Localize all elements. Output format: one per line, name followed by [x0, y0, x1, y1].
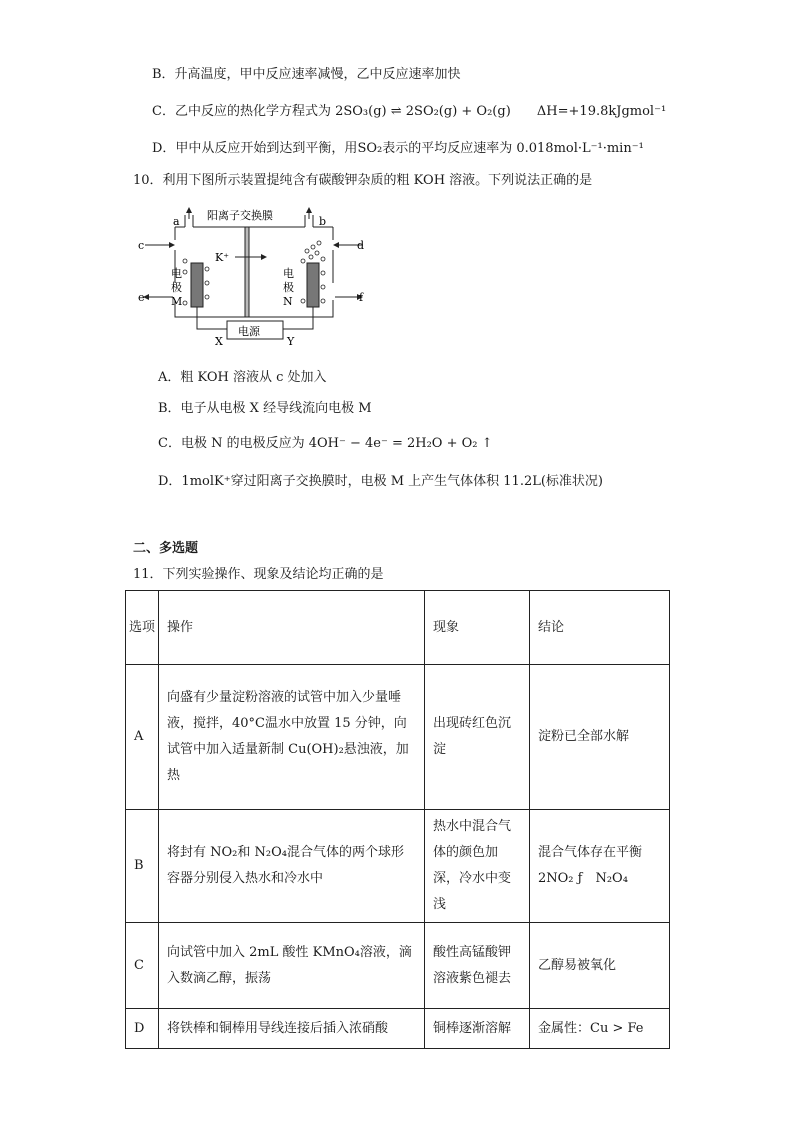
table-row	[126, 1009, 670, 1049]
q9-option-d-so2: SO₂	[357, 141, 383, 156]
electrode-n	[307, 263, 319, 307]
kplus-label: K⁺	[215, 251, 230, 264]
row-operation: 将封有 NO₂和 N₂O₄混合气体的两个球形容器分别侵入热水和冷水中	[159, 810, 425, 923]
row-conclusion: 金属性：Cu > Fe	[530, 1009, 670, 1049]
electrode-right-char3: N	[283, 295, 293, 308]
q9-option-d-prefix: D．甲中从反应开始到达到平衡，用	[152, 141, 358, 156]
label-c: c	[138, 239, 145, 252]
q10-stem: 10．利用下图所示装置提纯含有碳酸钾杂质的粗 KOH 溶液。下列说法正确的是	[133, 173, 593, 188]
table-header-row	[126, 591, 670, 665]
section-heading: 二、多选题	[133, 541, 199, 556]
table-row	[126, 665, 670, 810]
row-operation: 向盛有少量淀粉溶液的试管中加入少量唾液，搅拌，40°C温水中放置 15 分钟，向试管中加入适量新制 Cu(OH)₂悬浊液，加热	[159, 665, 425, 810]
row-option: A	[126, 665, 159, 810]
q10-option-b: B．电子从电极 X 经导线流向电极 M	[158, 401, 372, 416]
row-operation: 向试管中加入 2mL 酸性 KMnO₄溶液，滴入数滴乙醇，振荡	[159, 923, 425, 1009]
electrode-left-char1: 电	[171, 267, 182, 280]
q11-stem: 11．下列实验操作、现象及结论均正确的是	[133, 567, 384, 582]
row-conclusion: 混合气体存在平衡 2NO₂ ƒ N₂O₄	[530, 810, 670, 923]
electrode-m	[191, 263, 203, 307]
q9-option-c-equation: 2SO₃(g) ⇌ 2SO₂(g) + O₂(g)	[335, 104, 511, 119]
row-conclusion: 乙醇易被氧化	[530, 923, 670, 1009]
label-x: X	[215, 335, 223, 348]
header-phenomenon: 现象	[425, 591, 530, 665]
label-b: b	[319, 215, 327, 228]
electrode-right-char2: 极	[283, 281, 294, 294]
row-conclusion: 淀粉已全部水解	[530, 665, 670, 810]
q10-option-a: A．粗 KOH 溶液从 c 处加入	[158, 370, 327, 385]
row-phenomenon: 酸性高锰酸钾溶液紫色褪去	[425, 923, 530, 1009]
label-e: e	[138, 291, 145, 304]
row-option: B	[126, 810, 159, 923]
row-option: D	[126, 1009, 159, 1049]
label-d: d	[357, 239, 365, 252]
row-phenomenon: 热水中混合气体的颜色加深，冷水中变浅	[425, 810, 530, 923]
q9-option-c	[152, 103, 666, 121]
header-operation: 操作	[159, 591, 425, 665]
label-f: f	[359, 291, 364, 304]
row-phenomenon: 出现砖红色沉淀	[425, 665, 530, 810]
q9-option-c-prefix: C．乙中反应的热化学方程式为	[152, 104, 331, 119]
electrode-left-char2: 极	[171, 281, 182, 294]
membrane-label: 阳离子交换膜	[207, 209, 273, 222]
row-operation: 将铁棒和铜棒用导线连接后插入浓硝酸	[159, 1009, 425, 1049]
q9-option-d-suffix: 表示的平均反应速率为 0.018mol·L⁻¹·min⁻¹	[382, 141, 644, 156]
electrode-right-char1: 电	[283, 267, 294, 280]
header-conclusion: 结论	[530, 591, 670, 665]
table-row	[126, 810, 670, 923]
row-option: C	[126, 923, 159, 1009]
q10-option-d: D．1molK⁺穿过阳离子交换膜时，电极 M 上产生气体体积 11.2L(标准状况)	[158, 474, 604, 489]
q10-option-c: C．电极 N 的电极反应为 4OH⁻ − 4e⁻ = 2H₂O + O₂ ↑	[158, 436, 493, 451]
q9-option-c-dh: ΔH=+19.8kJgmol⁻¹	[536, 104, 667, 119]
electrolysis-diagram	[135, 205, 375, 350]
label-y: Y	[287, 335, 295, 348]
q9-option-d	[152, 140, 644, 158]
row-phenomenon: 铜棒逐渐溶解	[425, 1009, 530, 1049]
header-option: 选项	[126, 591, 159, 665]
label-a: a	[173, 215, 180, 228]
power-label: 电源	[238, 325, 260, 338]
q11-table	[125, 590, 670, 1049]
table-row	[126, 923, 670, 1009]
electrode-left-char3: M	[171, 295, 183, 308]
q9-option-b: B．升高温度，甲中反应速率减慢，乙中反应速率加快	[152, 67, 461, 82]
cation-exchange-membrane	[245, 227, 249, 317]
